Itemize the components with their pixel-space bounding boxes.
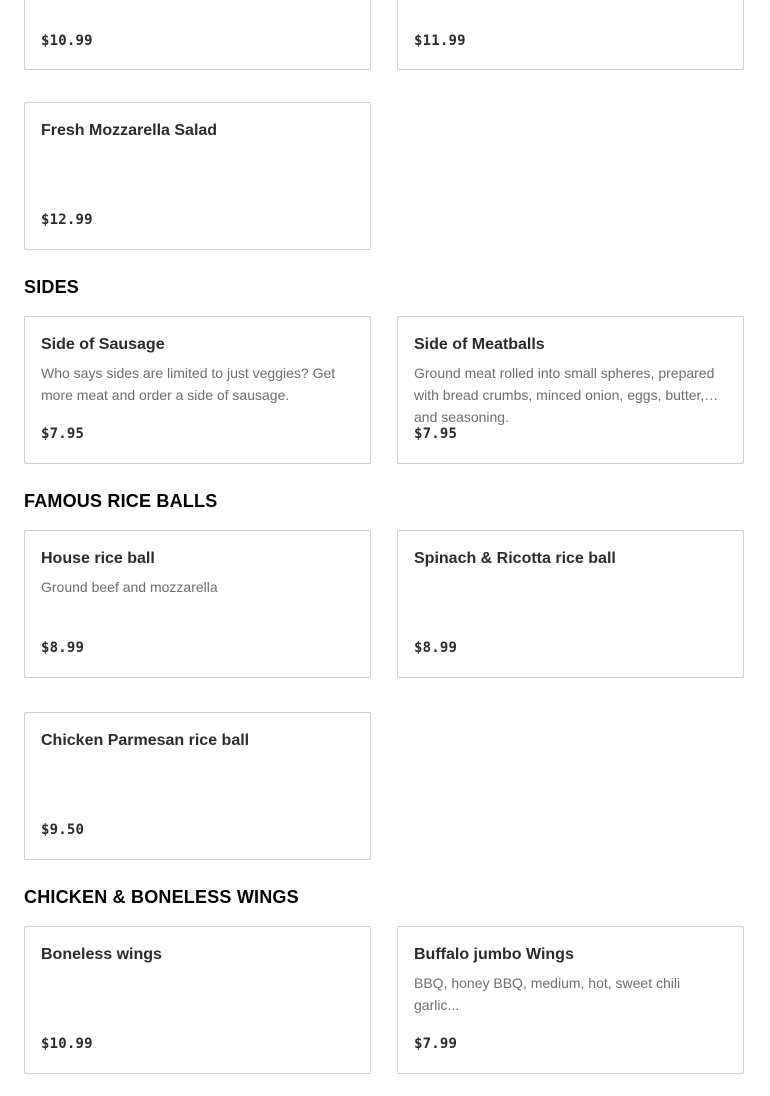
menu-item-card[interactable]: [24, 712, 371, 860]
item-price: $8.99: [414, 640, 458, 656]
section-title-wings: CHICKEN & BONELESS WINGS: [24, 887, 299, 907]
menu-item-card[interactable]: [397, 316, 744, 464]
menu-item-card[interactable]: [24, 316, 371, 464]
item-price: $8.99: [41, 640, 85, 656]
menu-item-card[interactable]: [397, 926, 744, 1074]
item-price: $7.95: [41, 426, 85, 442]
item-description: Ground meat rolled into small spheres, prepared with bread crumbs, minced onion, eggs, butter, and seasoning.: [414, 365, 715, 425]
item-name: Chicken Parmesan rice ball: [41, 732, 250, 749]
menu-item-card[interactable]: [24, 0, 371, 70]
item-description: Who says sides are limited to just veggies? Get more meat and order a side of sausage.: [41, 365, 336, 403]
item-name: Side of Sausage: [41, 336, 165, 353]
menu-item-card[interactable]: [397, 530, 744, 678]
item-price: $10.99: [41, 33, 93, 49]
menu-item-card[interactable]: [24, 102, 371, 250]
item-price: $7.95: [414, 426, 458, 442]
item-price: $10.99: [41, 1036, 93, 1052]
menu-item-card[interactable]: [397, 0, 744, 70]
item-name: Buffalo jumbo Wings: [414, 946, 574, 963]
item-price: $11.99: [414, 33, 466, 49]
item-description: BBQ, honey BBQ, medium, hot, sweet chili garlic...: [414, 975, 681, 1013]
item-name: Boneless wings: [41, 946, 162, 963]
menu-item-card[interactable]: [24, 530, 371, 678]
section-title-sides: SIDES: [24, 277, 80, 297]
item-price: $9.50: [41, 822, 85, 838]
item-name: Spinach & Ricotta rice ball: [414, 550, 616, 567]
item-name: House rice ball: [41, 550, 155, 567]
item-name: Fresh Mozzarella Salad: [41, 122, 218, 139]
item-name: Side of Meatballs: [414, 336, 545, 353]
section-title-rice-balls: FAMOUS RICE BALLS: [24, 491, 218, 511]
menu-item-card[interactable]: [24, 926, 371, 1074]
item-description: Ground beef and mozzarella: [41, 579, 218, 595]
item-price: $7.99: [414, 1036, 458, 1052]
item-price: $12.99: [41, 212, 93, 228]
